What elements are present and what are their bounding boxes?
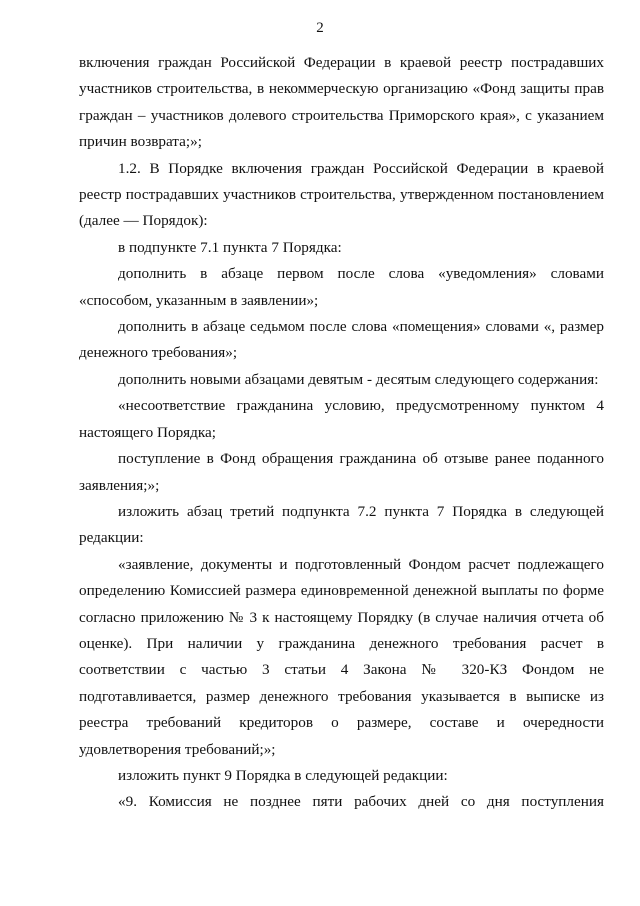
page-number: 2: [316, 20, 324, 36]
paragraph-amend-first: дополнить в абзаце первом после слова «уведомления» словами «способом, указанным в заявлении»;: [79, 265, 604, 309]
paragraph-amend-seventh: дополнить в абзаце седьмом после слова «помещения» словами «, размер денежного требования»;: [79, 318, 604, 362]
paragraph-subpoint-7-1: в подпункте 7.1 пункта 7 Порядка:: [118, 238, 342, 256]
paragraph-item-1-2: 1.2. В Порядке включения граждан Российской Федерации в краевой реестр пострадавших участников строительства, утвержденном постановлением (далее — Порядок):: [79, 159, 604, 230]
paragraph-quote-application: «заявление, документы и подготовленный Фондом расчет подлежащего определению Комиссией размера единовременной денежной выплаты по форме согласно приложению № 3 к настоящему Порядку (в случае наличия отчета об оценке). При наличии у гражданина денежного требования расчет в соответствии с частью 3 статьи 4 Закона № 320-КЗ Фондом не подготавливается, размер денежного требования указывается в выписке из реестра требований кредиторов о размере, составе и очередности удовлетворения требований;»;: [79, 555, 604, 758]
paragraph-restate-9: изложить пункт 9 Порядка в следующей редакции:: [118, 766, 448, 784]
paragraph-continuation: включения граждан Российской Федерации в краевой реестр пострадавших участников строительства, в некоммерческую организацию «Фонд защиты прав граждан – участников долевого строительства Приморского края», с указанием причин возврата;»;: [79, 54, 604, 151]
paragraph-quote-point-9: «9. Комиссия не позднее пяти рабочих дней со дня поступления: [118, 793, 604, 811]
paragraph-quote-nonconformity: «несоответствие гражданина условию, предусмотренному пунктом 4 настоящего Порядка;: [79, 397, 604, 441]
paragraph-add-new: дополнить новыми абзацами девятым - десятым следующего содержания:: [118, 370, 599, 388]
paragraph-quote-withdrawal: поступление в Фонд обращения гражданина об отзыве ранее поданного заявления;»;: [79, 450, 604, 494]
paragraph-restate-7-2: изложить абзац третий подпункта 7.2 пункта 7 Порядка в следующей редакции:: [79, 502, 604, 547]
document-body: [79, 50, 604, 816]
